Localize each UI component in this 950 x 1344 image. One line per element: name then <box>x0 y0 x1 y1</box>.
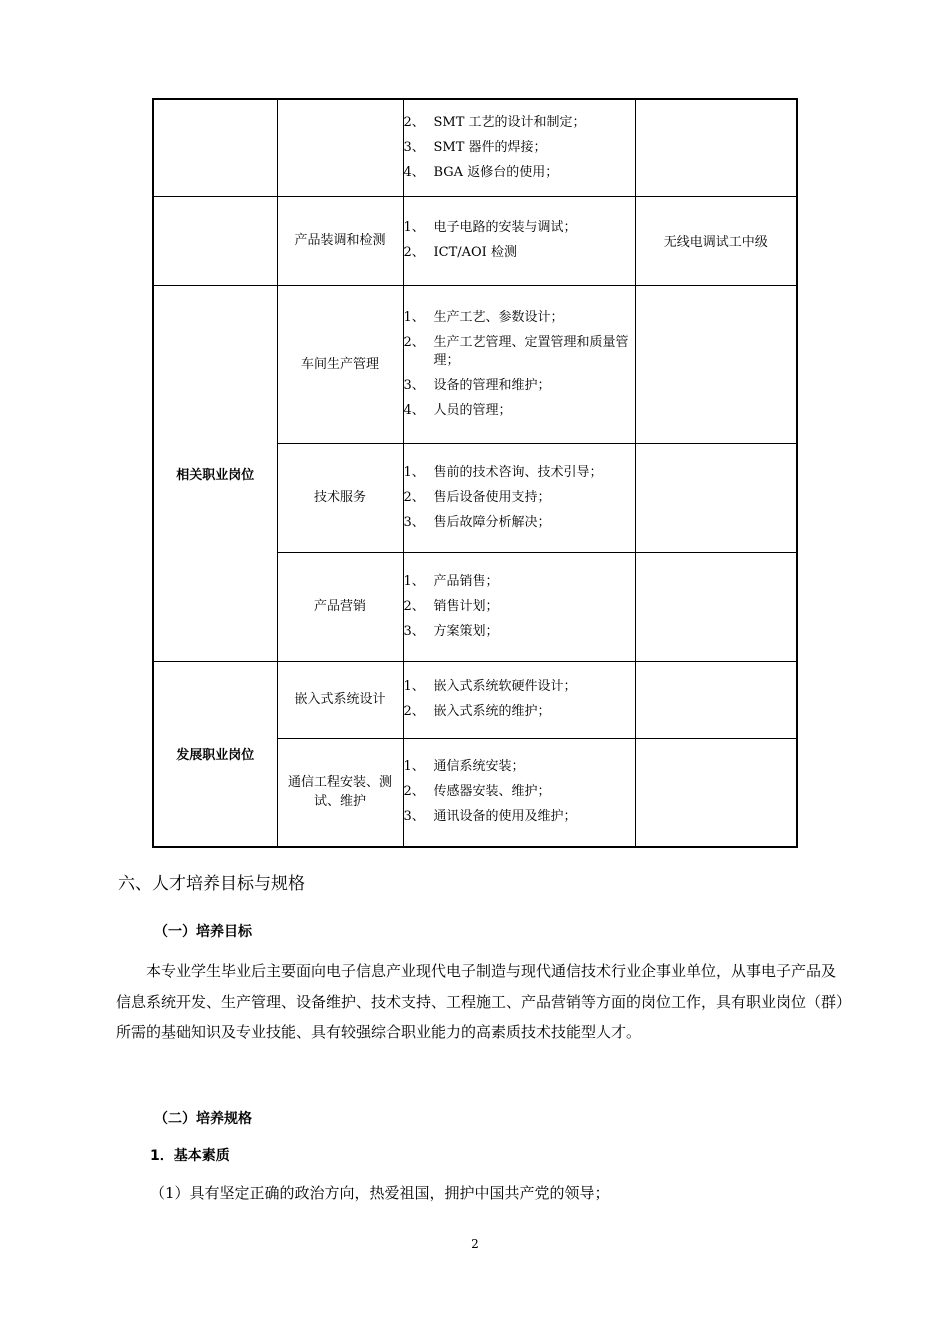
category-cell <box>153 196 277 285</box>
certificate-cell <box>635 661 797 738</box>
certificate-cell <box>635 285 797 443</box>
quality-item-1: （1）具有坚定正确的政治方向，热爱祖国，拥护中国共产党的领导； <box>150 1184 610 1202</box>
tasks-cell <box>403 99 635 196</box>
table-row <box>153 99 797 196</box>
goals-paragraph <box>116 956 848 1048</box>
section-title: 六、人才培养目标与规格 <box>118 874 305 894</box>
list-item: 2、 销售计划； <box>403 598 499 614</box>
position-cell <box>277 99 403 196</box>
list-item: 1、 电子电路的安装与调试； <box>403 220 577 235</box>
tasks-cell <box>403 661 635 738</box>
list-item: 1、 通信系统安装； <box>403 759 525 775</box>
tasks-cell <box>403 285 635 443</box>
list-item: 2、 SMT 工艺的设计和制定； <box>403 114 586 130</box>
position-cell: 产品营销 <box>277 552 403 661</box>
list-item: 2、 嵌入式系统的维护； <box>403 704 551 719</box>
list-item: 2、 生产工艺管理、定置管理和质量管理； <box>403 334 629 368</box>
category-cell: 相关职业岗位 <box>153 285 277 661</box>
certificate-cell <box>635 443 797 552</box>
position-cell: 车间生产管理 <box>277 285 403 443</box>
position-cell: 技术服务 <box>277 443 403 552</box>
position-cell: 产品装调和检测 <box>277 196 403 285</box>
tasks-cell <box>403 443 635 552</box>
tasks-cell <box>403 552 635 661</box>
subsection-title-specs: （二）培养规格 <box>154 1111 252 1127</box>
page-number: 2 <box>471 1237 479 1251</box>
subsubsection-title-basic-quality: 1．基本素质 <box>150 1148 230 1164</box>
job-positions-table <box>152 98 798 848</box>
table-row <box>153 285 797 443</box>
list-item: 2、 ICT/AOI 检测 <box>403 245 517 260</box>
list-item: 3、 设备的管理和维护； <box>403 377 551 393</box>
subsection-title-goals: （一）培养目标 <box>154 924 252 940</box>
list-item: 3、 SMT 器件的焊接； <box>403 139 547 155</box>
certificate-cell <box>635 738 797 847</box>
certificate-cell <box>635 99 797 196</box>
tasks-cell <box>403 196 635 285</box>
goals-paragraph-text: 本专业学生毕业后主要面向电子信息产业现代电子制造与现代通信技术行业企事业单位，从事电子产品及信息系统开发、生产管理、设备维护、技术支持、工程施工、产品营销等方面的岗位工作，具有职业岗位（群）所需的基础知识及专业技能、具有较强综合职业能力的高素质技术技能型人才。 <box>116 962 844 1041</box>
list-item: 3、 方案策划； <box>403 623 499 639</box>
table-row <box>153 196 797 285</box>
list-item: 2、 传感器安装、维护； <box>403 784 551 800</box>
category-cell: 发展职业岗位 <box>153 661 277 847</box>
list-item: 3、 通讯设备的使用及维护； <box>403 809 577 825</box>
list-item: 1、 售前的技术咨询、技术引导； <box>403 464 603 480</box>
list-item: 3、 售后故障分析解决； <box>403 514 551 530</box>
tasks-cell <box>403 738 635 847</box>
certificate-cell <box>635 552 797 661</box>
list-item: 4、 BGA 返修台的使用； <box>403 164 559 180</box>
certificate-cell: 无线电调试工中级 <box>635 196 797 285</box>
list-item: 1、 生产工艺、参数设计； <box>403 309 564 325</box>
list-item: 4、 人员的管理； <box>403 402 512 418</box>
list-item: 2、 售后设备使用支持； <box>403 489 551 505</box>
list-item: 1、 产品销售； <box>403 573 499 589</box>
list-item: 1、 嵌入式系统软硬件设计； <box>403 679 577 694</box>
category-cell <box>153 99 277 196</box>
table-row <box>153 661 797 738</box>
position-cell: 通信工程安装、测试、维护 <box>277 738 403 847</box>
position-cell: 嵌入式系统设计 <box>277 661 403 738</box>
